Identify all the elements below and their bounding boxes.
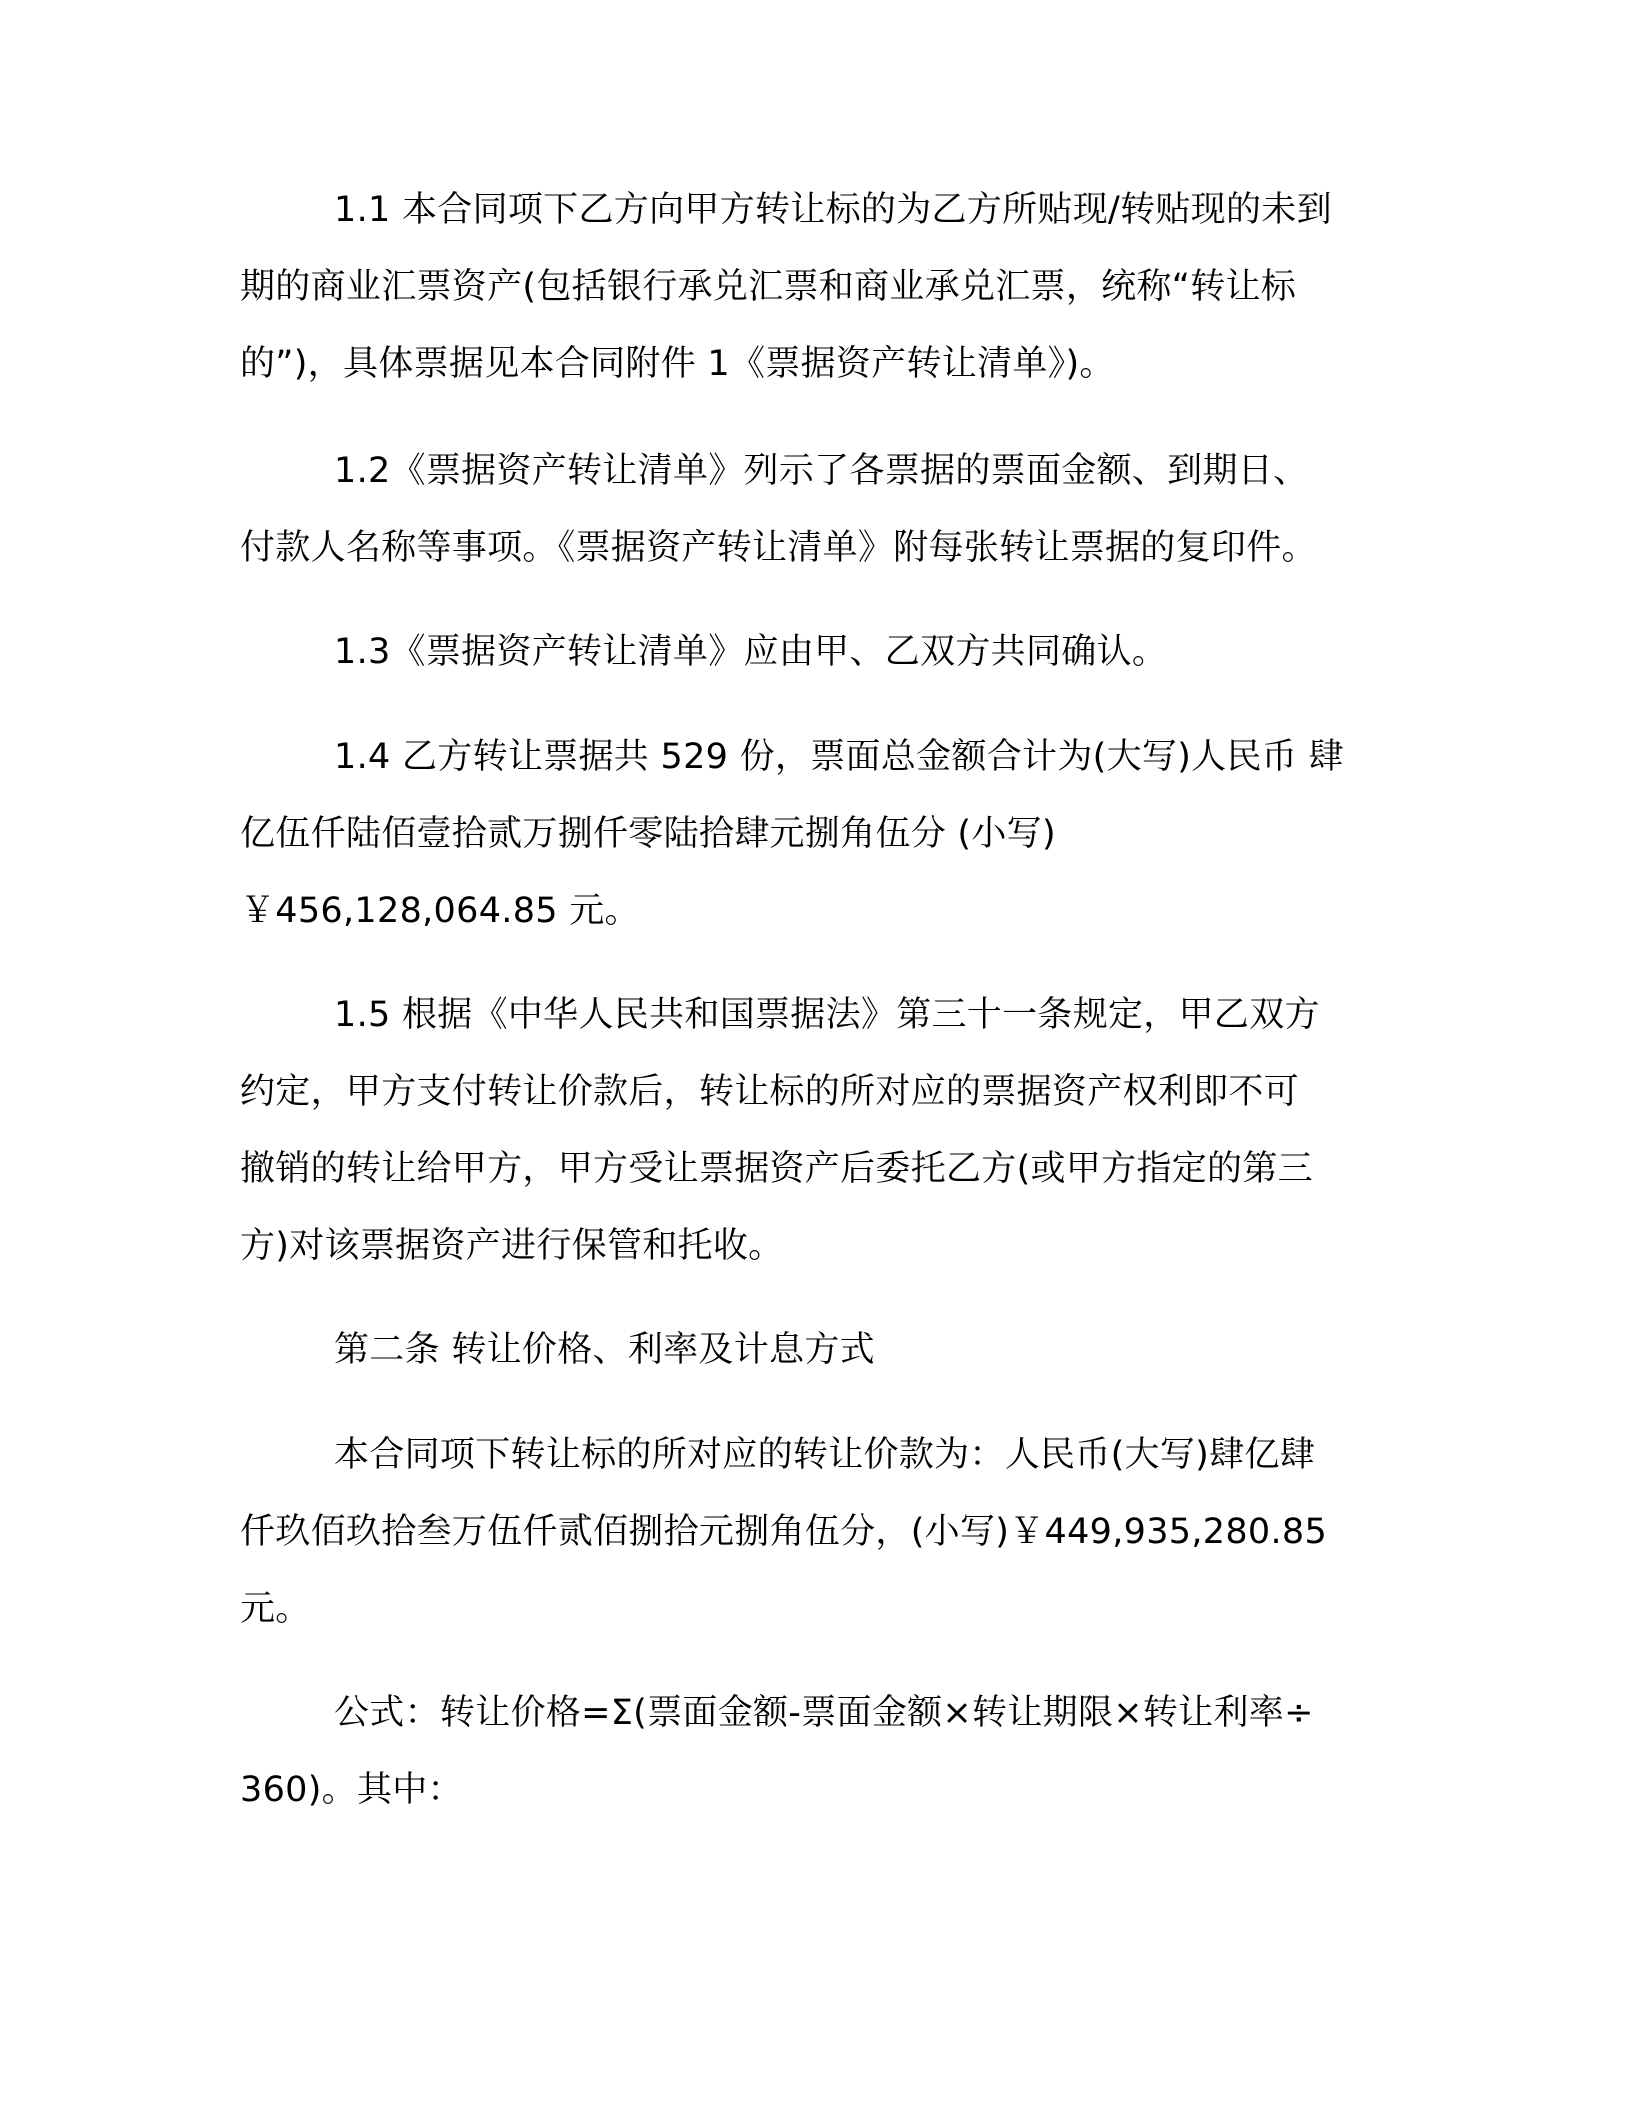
text-line: 本合同项下转让标的所对应的转让价款为：人民币(大写)肆亿肆 (334, 1435, 1316, 1475)
text-line: 付款人名称等事项。《票据资产转让清单》附每张转让票据的复印件。 (240, 528, 1317, 568)
text-line: 1.4 乙方转让票据共 529 份，票面总金额合计为(大写)人民币 肆 (334, 737, 1344, 777)
text-line: 公式：转让价格=Σ(票面金额-票面金额×转让期限×转让利率÷ (334, 1693, 1314, 1733)
text-line: 360)。其中： (240, 1770, 463, 1810)
text-line: ￥456,128,064.85 元。 (240, 891, 640, 931)
text-line: 亿伍仟陆佰壹拾贰万捌仟零陆拾肆元捌角伍分 (小写) (240, 814, 1056, 854)
text-line: 1.2《票据资产转让清单》列示了各票据的票面金额、到期日、 (334, 451, 1309, 491)
text-line: 撤销的转让给甲方，甲方受让票据资产后委托乙方(或甲方指定的第三 (240, 1149, 1313, 1189)
text-line: 仟玖佰玖拾叁万伍仟贰佰捌拾元捌角伍分，(小写)￥449,935,280.85 (240, 1512, 1328, 1552)
text-line: 元。 (240, 1589, 311, 1629)
text-line: 1.5 根据《中华人民共和国票据法》第三十一条规定，甲乙双方 (334, 995, 1320, 1035)
text-line: 约定，甲方支付转让价款后，转让标的所对应的票据资产权利即不可 (240, 1072, 1300, 1112)
text-line: 期的商业汇票资产(包括银行承兑汇票和商业承兑汇票，统称“转让标 (240, 267, 1297, 307)
text-line: 1.3《票据资产转让清单》应由甲、乙双方共同确认。 (334, 632, 1168, 672)
text-line: 方)对该票据资产进行保管和托收。 (240, 1226, 784, 1266)
text-line: 的”)，具体票据见本合同附件 1《票据资产转让清单》)。 (240, 344, 1115, 384)
text-line: 第二条 转让价格、利率及计息方式 (334, 1330, 875, 1370)
text-line: 1.1 本合同项下乙方向甲方转让标的为乙方所贴现/转贴现的未到 (334, 190, 1332, 230)
